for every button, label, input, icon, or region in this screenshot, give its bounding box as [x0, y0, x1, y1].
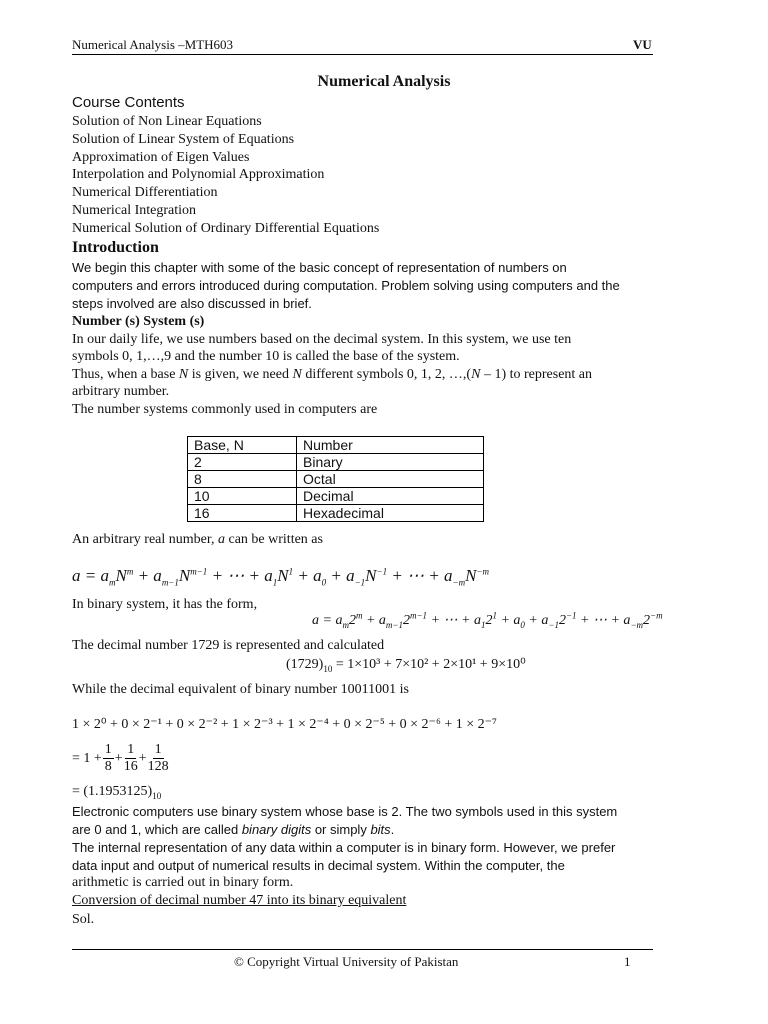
course-item: Numerical Solution of Ordinary Differential Equations [72, 221, 380, 236]
number-system-line: symbols 0, 1,…,9 and the number 10 is called the base of the system. [72, 349, 460, 364]
table-cell: 10 [188, 488, 297, 505]
number-systems-table [187, 436, 484, 522]
fraction: $\frac{1}{8}$ [104, 742, 112, 774]
general-expansion-formula: $a = a_mN^m + a_{m-1}N^{m-1}$ + ⋯ + $a_1N^1 + a_0 + a_{-1}N^{-1}$ + ⋯ + $a_{-m}N^{-m}$ [72, 566, 490, 588]
table-cell: Hexadecimal [297, 505, 484, 522]
table-cell: 8 [188, 471, 297, 488]
course-item: Numerical Integration [72, 203, 197, 218]
footer-copyright: © Copyright Virtual University of Pakistan [234, 954, 459, 969]
page-number: 1 [624, 954, 631, 969]
closing-line: Electronic computers use binary system whose base is 2. The two symbols used in this system [72, 804, 618, 819]
course-contents-heading: Course Contents [72, 94, 185, 111]
course-item: Solution of Linear System of Equations [72, 132, 295, 147]
course-item: Solution of Non Linear Equations [72, 114, 262, 129]
binary-result: = $(1.1953125)_{10}$ [72, 784, 162, 801]
arbitrary-number-line: An arbitrary real number, a can be written as [72, 532, 323, 547]
table-cell: Octal [297, 471, 484, 488]
binary-expansion-formula: $a = a_m2^m + a_{m-1}2^{m-1}$ + ⋯ + $a_12^1 + a_0 + a_{-1}2^{-1}$ + ⋯ + $a_{-m}2^{-m}$ [312, 610, 663, 630]
table-row [188, 505, 484, 522]
introduction-heading: Introduction [72, 239, 159, 256]
intro-line: We begin this chapter with some of the basic concept of representation of numbers on [72, 260, 567, 275]
conversion-heading: Conversion of decimal number 47 into its binary equivalent [72, 893, 407, 908]
base-n-line: Thus, when a base N is given, we need N different symbols 0, 1, 2, …,(N – 1) to represent an [72, 367, 593, 382]
page-title: Numerical Analysis [317, 73, 451, 90]
footer-rule [72, 949, 653, 950]
course-item: Numerical Differentiation [72, 185, 218, 200]
fraction: $\frac{1}{128}$ [147, 742, 169, 774]
table-header: Base, N [188, 437, 297, 454]
table-row [188, 471, 484, 488]
base-n-line: arbitrary number. [72, 384, 170, 399]
solution-label: Sol. [72, 912, 95, 927]
binary-form-line: In binary system, it has the form, [72, 597, 258, 612]
header-course-code: Numerical Analysis –MTH603 [72, 37, 234, 52]
table-cell: Decimal [297, 488, 484, 505]
intro-line: computers and errors introduced during computation. Problem solving using computers and the [72, 278, 620, 293]
binary-equivalent-line: While the decimal equivalent of binary number 10011001 is [72, 682, 409, 697]
table-header-row [188, 437, 484, 454]
course-item: Interpolation and Polynomial Approximation [72, 167, 325, 182]
table-cell: Binary [297, 454, 484, 471]
table-row [188, 488, 484, 505]
table-cell: 2 [188, 454, 297, 471]
table-header: Number [297, 437, 484, 454]
number-system-line: In our daily life, we use numbers based on the decimal system. In this system, we use ten [72, 332, 572, 347]
closing-line: data input and output of numerical results in decimal system. Within the computer, the [72, 858, 565, 873]
closing-line: The internal representation of any data within a computer is in binary form. However, we prefer [72, 840, 616, 855]
header-institution: VU [633, 37, 652, 52]
header-rule [72, 54, 653, 55]
decimal-1729-line: The decimal number 1729 is represented and calculated [72, 638, 385, 653]
intro-line: steps involved are also discussed in brief. [72, 296, 312, 311]
fraction-sum: = 1 + $\frac{1}{8}$ + $\frac{1}{16}$ + $\frac{1}{128}$ [72, 742, 169, 774]
common-systems-line: The number systems commonly used in computers are [72, 402, 378, 417]
number-system-heading: Number (s) System (s) [72, 314, 205, 329]
table-cell: 16 [188, 505, 297, 522]
table-row [188, 454, 484, 471]
binary-expansion-terms: 1 × 2⁰ + 0 × 2⁻¹ + 0 × 2⁻² + 1 × 2⁻³ + 1 × 2⁻⁴ + 0 × 2⁻⁵ + 0 × 2⁻⁶ + 1 × 2⁻⁷ [72, 717, 497, 732]
closing-line: arithmetic is carried out in binary form. [72, 875, 294, 890]
decimal-1729-formula: $(1729)_{10} = 1\times 10^3 + 7\times 10^2 + 2\times 10^1 + 9\times 10^0$ [286, 657, 526, 674]
closing-line: are 0 and 1, which are called binary digits or simply bits. [72, 822, 395, 837]
course-item: Approximation of Eigen Values [72, 150, 250, 165]
fraction: $\frac{1}{16}$ [123, 742, 138, 774]
